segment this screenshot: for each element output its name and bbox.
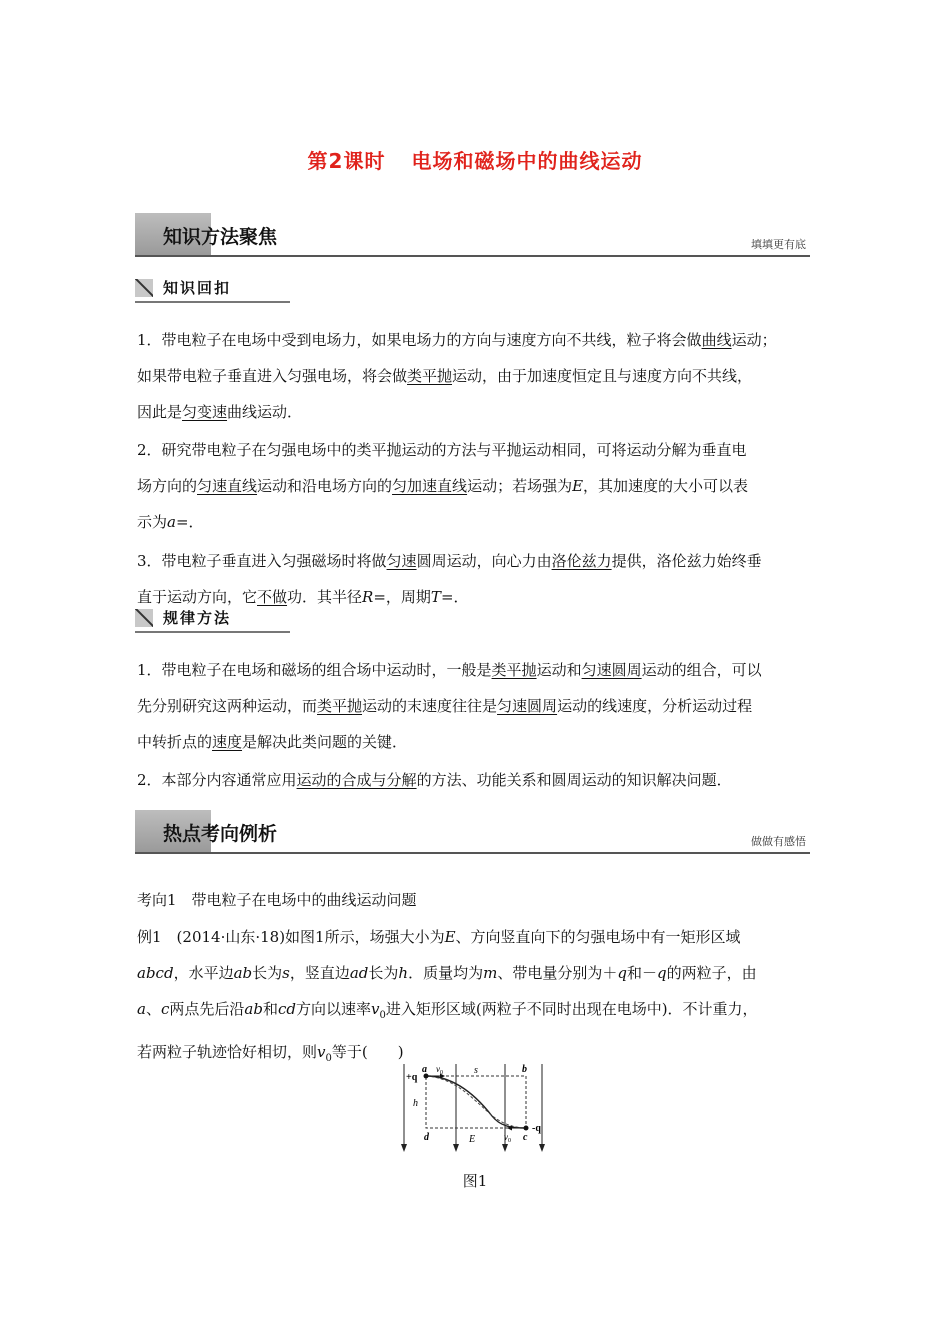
corner-mark-icon (135, 279, 153, 297)
text-line: 场方向的匀速直线运动和沿电场方向的匀加速直线运动；若场强为E，其加速度的大小可以表 (137, 477, 749, 495)
label-b: b (522, 1064, 527, 1075)
label-v0-top: $v_0$ (436, 1064, 443, 1076)
subheading-review (135, 277, 290, 303)
blank-answer: 匀速圆周 (581, 661, 642, 679)
blank-answer: 类平抛 (407, 367, 453, 385)
arrow-down-icon (453, 1144, 459, 1152)
banner-rule (135, 255, 810, 257)
particle-negative (524, 1126, 529, 1131)
blank-answer: 匀速 (386, 552, 417, 570)
page-title (0, 145, 950, 174)
blank-answer: 匀速直线 (197, 477, 258, 495)
section-title: 知识方法聚焦 (163, 226, 278, 248)
banner-rule (135, 852, 810, 854)
label-s: s (474, 1065, 478, 1076)
label-E: E (469, 1134, 476, 1145)
trajectory-negative (426, 1076, 526, 1128)
example-1 (137, 919, 827, 1077)
corner-mark-icon (135, 609, 153, 627)
blank-answer: 不做 (257, 588, 288, 606)
blank-answer: 速度 (212, 733, 243, 751)
text-line: 3．带电粒子垂直进入匀强磁场时将做匀速圆周运动，向心力由洛伦兹力提供，洛伦兹力始终垂 (137, 552, 762, 570)
text-line: a、c两点先后沿ab和cd方向以速率$v_0$进入矩形区域(两粒子不同时出现在电场中)．不计重力， (137, 1000, 758, 1021)
blank-answer: 曲线 (701, 331, 732, 349)
knowledge-item-1 (137, 322, 827, 430)
section-tag: 做做有感悟 (751, 835, 806, 848)
arrow-down-icon (401, 1144, 407, 1152)
knowledge-item-3 (137, 543, 827, 615)
subheading-rule (135, 631, 290, 633)
subheading-methods (135, 607, 290, 633)
text-line: 1．带电粒子在电场和磁场的组合场中运动时，一般是类平抛运动和匀速圆周运动的组合，可以 (137, 661, 762, 679)
label-c: c (523, 1132, 528, 1143)
subheading-label: 知识回扣 (163, 279, 232, 297)
topic-heading: 考向1 带电粒子在电场中的曲线运动问题 (137, 891, 417, 909)
label-minus-q: -q (532, 1123, 541, 1134)
text-line: 1．带电粒子在电场中受到电场力，如果电场力的方向与速度方向不共线，粒子将会做曲线运动； (137, 331, 777, 349)
section-tag: 填填更有底 (751, 238, 806, 251)
trajectory-positive (426, 1076, 526, 1128)
subheading-rule (135, 301, 290, 303)
text-line: abcd，水平边ab长为s，竖直边ad长为h．质量均为m、带电量分别为＋q和－q的两粒子，由 (137, 964, 757, 982)
blank-answer: 匀变速 (182, 403, 228, 421)
blank-answer: 运动的合成与分解 (296, 771, 417, 789)
blank-answer: 类平抛 (317, 697, 363, 715)
lesson-topic: 电场和磁场中的曲线运动 (411, 149, 643, 173)
text-line: 中转折点的速度是解决此类问题的关键． (137, 733, 408, 751)
label-d: d (424, 1132, 429, 1143)
section-banner-knowledge (135, 213, 810, 257)
figure-caption: 图1 (462, 1172, 488, 1190)
text-line: 因此是匀变速曲线运动． (137, 403, 303, 421)
text-line: 如果带电粒子垂直进入匀强电场，将会做类平抛运动，由于加速度恒定且与速度方向不共线， (137, 367, 753, 385)
subheading-label: 规律方法 (163, 609, 232, 627)
text-line: 例1 (2014·山东·18)如图1所示，场强大小为E、方向竖直向下的匀强电场中有一矩形区域 (137, 928, 741, 946)
text-line: 2．研究带电粒子在匀强电场中的类平抛运动的方法与平抛运动相同，可将运动分解为垂直电 (137, 441, 747, 459)
text-line: 直于运动方向，它不做功．其半径R=，周期T=． (137, 588, 469, 606)
figure-1-diagram (400, 1058, 560, 1154)
text-line: 先分别研究这两种运动，而类平抛运动的末速度往往是匀速圆周运动的线速度，分析运动过程 (137, 697, 753, 715)
label-h: h (413, 1098, 418, 1109)
text-line: 示为a=． (137, 513, 204, 531)
label-plus-q: +q (406, 1072, 418, 1083)
blank-answer: 类平抛 (491, 661, 537, 679)
blank-answer: 匀速圆周 (497, 697, 558, 715)
region-abcd (426, 1076, 526, 1128)
text-line: 若两粒子轨迹恰好相切，则$v_0$等于( ) (137, 1043, 404, 1064)
section-title: 热点考向例析 (163, 823, 278, 845)
label-v0-bottom: $v_0$ (504, 1132, 511, 1144)
blank-answer: 洛伦兹力 (551, 552, 612, 570)
lesson-number: 第2课时 (307, 149, 386, 173)
knowledge-item-2 (137, 432, 827, 540)
blank-answer: 匀加速直线 (392, 477, 468, 495)
method-item-2 (137, 762, 827, 798)
section-banner-examples (135, 810, 810, 854)
arrow-down-icon (539, 1144, 545, 1152)
method-item-1 (137, 652, 827, 760)
text-line: 2．本部分内容通常应用运动的合成与分解的方法、功能关系和圆周运动的知识解决问题． (137, 771, 732, 789)
arrow-down-icon (502, 1144, 508, 1152)
label-a: a (422, 1064, 427, 1075)
